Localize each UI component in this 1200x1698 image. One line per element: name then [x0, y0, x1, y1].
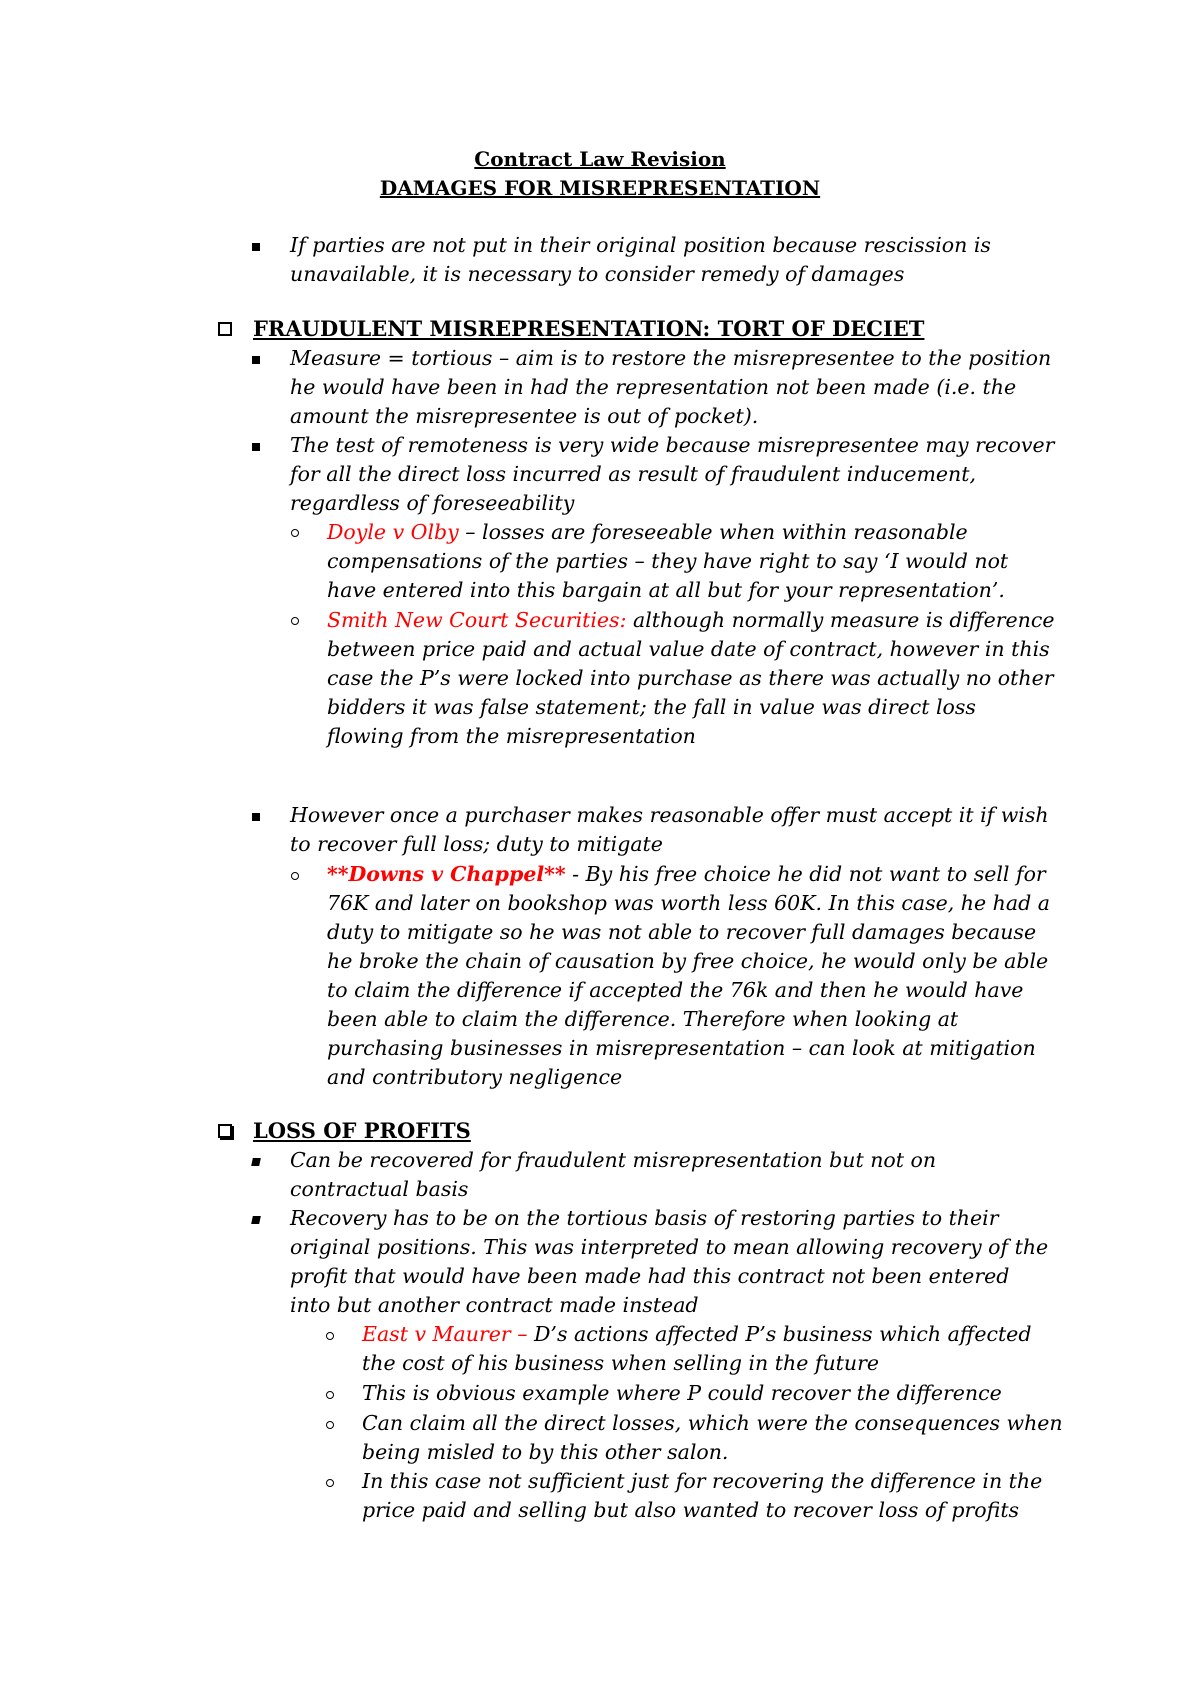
case-downs: [327, 860, 1046, 889]
bullet-square-icon: [252, 443, 260, 451]
case-smith: [327, 606, 1054, 635]
case-line: case the P’s were locked into purchase as there was actually no other: [327, 666, 1054, 690]
sub-bullet-line: This is obvious example where P could recover the difference: [362, 1381, 1002, 1405]
bullet-circle-icon: [326, 1391, 334, 1399]
case-text: – losses are foreseeable when within reasonable: [458, 520, 968, 544]
bullet-line: to recover full loss; duty to mitigate: [290, 832, 663, 856]
case-line: between price paid and actual value date of contract, however in this: [327, 637, 1050, 661]
intro-line: If parties are not put in their original position because rescission is: [290, 233, 991, 257]
bullet-circle-icon: [291, 617, 299, 625]
case-east: [362, 1320, 1031, 1349]
bullet-line: Can be recovered for fraudulent misrepresentation but not on: [290, 1148, 937, 1172]
case-line: duty to mitigate so he was not able to recover full damages because: [327, 920, 1037, 944]
sub-bullet-line: being misled to by this other salon.: [362, 1440, 729, 1464]
bullet-square-icon: [251, 1158, 261, 1166]
bullet-circle-icon: [291, 529, 299, 537]
bullet-line: Recovery has to be on the tortious basis of restoring parties to their: [290, 1206, 999, 1230]
intro-line: unavailable, it is necessary to consider remedy of damages: [290, 262, 905, 286]
bullet-square-icon: [252, 243, 260, 251]
case-name: Doyle v Olby: [327, 520, 459, 544]
bullet-line: for all the direct loss incurred as result of fraudulent inducement,: [290, 462, 976, 486]
bullet-circle-icon: [326, 1421, 334, 1429]
bullet-line: The test of remoteness is very wide because misrepresentee may recover: [290, 433, 1055, 457]
case-doyle: [327, 518, 968, 547]
case-text: D’s actions affected P’s business which affected: [527, 1322, 1032, 1346]
case-text: - By his free choice he did not want to sell for: [565, 862, 1046, 886]
bullet-square-icon: [252, 813, 260, 821]
case-line: flowing from the misrepresentation: [327, 724, 696, 748]
bullet-circle-icon: [291, 872, 299, 880]
case-line: bidders it was false statement; the fall in value was direct loss: [327, 695, 976, 719]
case-name: **Downs v Chappel**: [327, 862, 566, 886]
document-subtitle: DAMAGES FOR MISREPRESENTATION: [379, 176, 821, 200]
case-line: have entered into this bargain at all but for your representation’.: [327, 578, 1005, 602]
sub-bullet-line: price paid and selling but also wanted to recover loss of profits: [362, 1498, 1020, 1522]
case-line: the cost of his business when selling in the future: [362, 1351, 880, 1375]
sub-bullet-line: Can claim all the direct losses, which were the consequences when: [362, 1411, 1063, 1435]
bullet-square-icon: [251, 1216, 261, 1224]
case-text: although normally measure is difference: [626, 608, 1055, 632]
bullet-square-icon: [252, 356, 260, 364]
section-heading-loss-of-profits: LOSS OF PROFITS: [253, 1118, 471, 1143]
case-line: been able to claim the difference. Therefore when looking at: [327, 1007, 959, 1031]
bullet-line: contractual basis: [290, 1177, 469, 1201]
case-line: purchasing businesses in misrepresentation – can look at mitigation: [327, 1036, 1036, 1060]
document-title: Contract Law Revision: [474, 147, 726, 171]
bullet-line: amount the misrepresentee is out of pocket).: [290, 404, 759, 428]
case-name: Smith New Court Securities:: [327, 608, 627, 632]
bullet-line: into but another contract made instead: [290, 1293, 699, 1317]
bullet-line: regardless of foreseeability: [290, 491, 575, 515]
bullet-circle-icon: [326, 1479, 334, 1487]
bullet-line: Measure = tortious – aim is to restore the misrepresentee to the position: [290, 346, 1052, 370]
case-line: compensations of the parties – they have right to say ‘I would not: [327, 549, 1009, 573]
checkbox-icon: [218, 1124, 232, 1138]
sub-bullet-line: In this case not sufficient just for recovering the difference in the: [362, 1469, 1043, 1493]
bullet-circle-icon: [326, 1332, 334, 1340]
case-name: East v Maurer –: [362, 1322, 528, 1346]
bullet-line: profit that would have been made had this contract not been entered: [290, 1264, 1010, 1288]
case-line: to claim the difference if accepted the 76k and then he would have: [327, 978, 1024, 1002]
bullet-line: However once a purchaser makes reasonable offer must accept it if wish: [290, 803, 1049, 827]
case-line: and contributory negligence: [327, 1065, 623, 1089]
case-line: he broke the chain of causation by free choice, he would only be able: [327, 949, 1049, 973]
case-line: 76K and later on bookshop was worth less 60K. In this case, he had a: [327, 891, 1050, 915]
checkbox-icon: [218, 322, 232, 336]
section-heading-fraudulent: FRAUDULENT MISREPRESENTATION: TORT OF DECIET: [253, 316, 925, 341]
bullet-line: original positions. This was interpreted to mean allowing recovery of the: [290, 1235, 1049, 1259]
bullet-line: he would have been in had the representation not been made (i.e. the: [290, 375, 1017, 399]
